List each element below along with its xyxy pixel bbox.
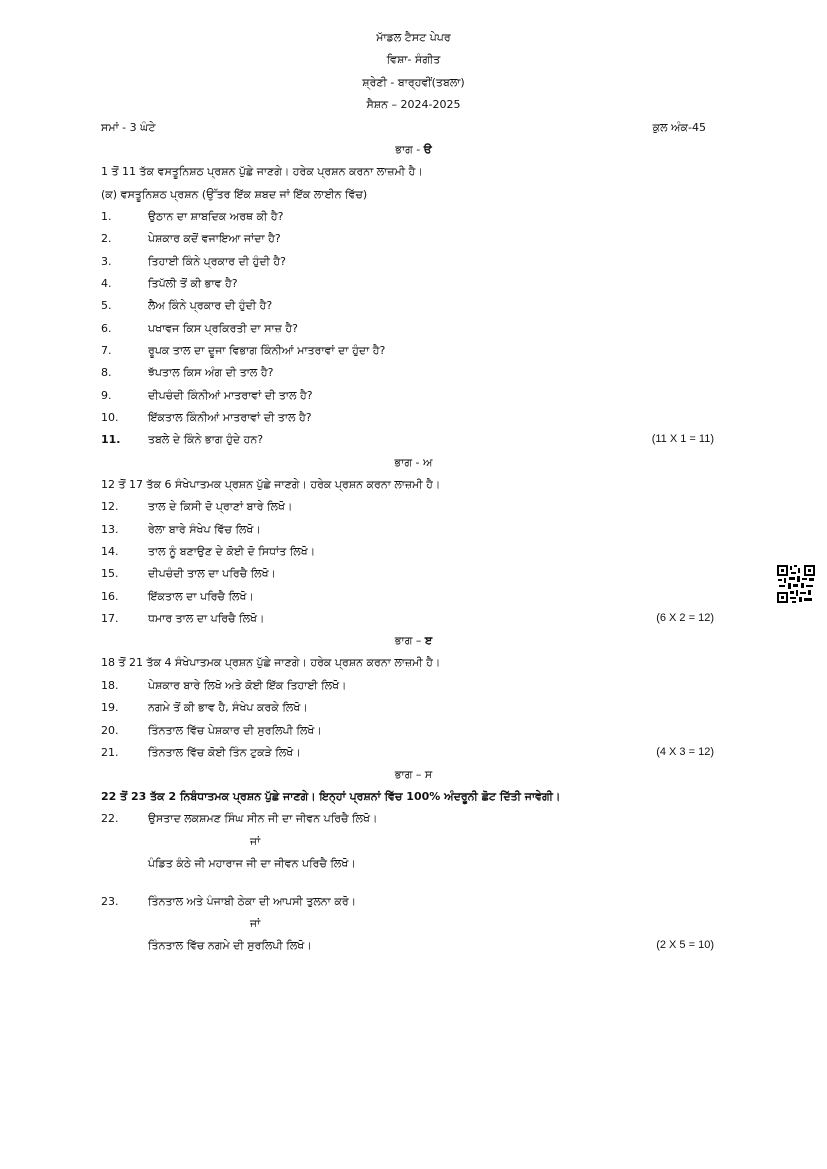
section-d-title: ਭਾਗ – ਸ <box>394 768 433 781</box>
question-number: 22. <box>101 812 119 825</box>
question-number: 5. <box>101 299 112 312</box>
section-a-title-prefix: ਭਾਗ - <box>395 143 424 156</box>
question-text: ਝੱਪਤਾਲ ਕਿਸ ਅੰਗ ਦੀ ਤਾਲ ਹੈ? <box>148 366 274 379</box>
question-text: ਪੇਸ਼ਕਾਰ ਬਾਰੇ ਲਿਖੋ ਅਤੇ ਕੋਈ ਇੱਕ ਤਿਹਾਈ ਲਿਖੋ। <box>148 679 347 692</box>
question-text: ਤਿੰਨਤਾਲ ਵਿੱਚ ਪੇਸ਼ਕਾਰ ਦੀ ਸੁਰਲਿਪੀ ਲਿਖੋ। <box>148 724 322 737</box>
question-number: 15. <box>101 567 119 580</box>
question-number: 4. <box>101 277 112 290</box>
question-text: ਪਖਾਵਜ ਕਿਸ ਪ੍ਰਕਿਰਤੀ ਦਾ ਸਾਜ਼ ਹੈ? <box>148 322 298 335</box>
question-number: 9. <box>101 389 112 402</box>
section-a-title-letter: ੳ <box>423 143 432 156</box>
question-text: ਇੱਕਤਾਲ ਦਾ ਪਰਿਚੈ ਲਿਖੋ। <box>148 590 254 603</box>
question-text: ਤਿੰਨਤਾਲ ਅਤੇ ਪੰਜਾਬੀ ਠੇਕਾ ਦੀ ਆਪਸੀ ਤੁਲਨਾ ਕਰੋ। <box>148 895 357 908</box>
question-text: ਤਿਹਾਈ ਕਿੰਨੇ ਪ੍ਰਕਾਰ ਦੀ ਹੁੰਦੀ ਹੈ? <box>148 255 287 268</box>
class-line: ਸ਼੍ਰੇਣੀ - ਬਾਰ੍ਹਵੀਂ(ਤਬਲਾ) <box>362 76 465 89</box>
section-d-instruction: 22 ਤੋਂ 23 ਤੱਕ 2 ਨਿਬੰਧਾਤਮਕ ਪ੍ਰਸ਼ਨ ਪੁੱਛੇ ਜਾਣਗੇ। ਇਨ੍ਹਾਂ ਪ੍ਰਸ਼ਨਾਂ ਵਿੱਚ 100% ਅੰਦਰੂਨੀ ਛੋਟ ਦਿੱਤੀ ਜਾਵੇਗੀ। <box>101 790 561 803</box>
section-d-marks: (2 X 5 = 10) <box>656 939 714 951</box>
qr-code-icon <box>776 564 816 604</box>
section-a-title <box>0 143 827 157</box>
section-c-title-letter: ੲ <box>424 634 433 647</box>
section-c-title-prefix: ਭਾਗ – <box>394 634 425 647</box>
time-allowed: ਸਮਾਂ - 3 ਘੰਟੇ <box>101 121 156 134</box>
question-text: ਦੀਪਚੰਦੀ ਤਾਲ ਦਾ ਪਰਿਚੈ ਲਿਖੋ। <box>148 567 276 580</box>
paper-title: ਮਾੱਡਲ ਟੈਸਟ ਪੇਪਰ <box>376 31 451 44</box>
question-number: 2. <box>101 232 112 245</box>
question-number: 10. <box>101 411 119 424</box>
question-text: ਧਮਾਰ ਤਾਲ ਦਾ ਪਰਿਚੈ ਲਿਖੋ। <box>148 612 265 625</box>
question-text: ਰੂਪਕ ਤਾਲ ਦਾ ਦੂਜਾ ਵਿਭਾਗ ਕਿੰਨੀਆਂ ਮਾਤਰਾਵਾਂ ਦਾ ਹੁੰਦਾ ਹੈ? <box>148 344 386 357</box>
section-b-instruction: 12 ਤੋਂ 17 ਤੱਕ 6 ਸੰਖੇਪਾਤਮਕ ਪ੍ਰਸ਼ਨ ਪੁੱਛੇ ਜਾਣਗੇ। ਹਰੇਕ ਪ੍ਰਸ਼ਨ ਕਰਨਾ ਲਾਜ਼ਮੀ ਹੈ। <box>101 478 441 491</box>
question-text: ਪੇਸ਼ਕਾਰ ਕਦੋਂ ਵਜਾਇਆ ਜਾਂਦਾ ਹੈ? <box>148 232 281 245</box>
question-text: ਤਾਲ ਦੇ ਕਿਸੀ ਦੋ ਪ੍ਰਾਣਾਂ ਬਾਰੇ ਲਿਖੋ। <box>148 500 293 513</box>
question-number: 11. <box>101 433 121 446</box>
question-text: ਨਗਮੇ ਤੋਂ ਕੀ ਭਾਵ ਹੈ, ਸੰਖੇਪ ਕਰਕੇ ਲਿਖੋ। <box>148 701 308 714</box>
question-number: 13. <box>101 523 119 536</box>
or-separator: ਜਾਂ <box>250 917 261 930</box>
question-text: ਤਬਲੇ ਦੇ ਕਿੰਨੇ ਭਾਗ ਹੁੰਦੇ ਹਨ? <box>148 433 264 446</box>
section-a-subheading: (ਕ) ਵਸਤੂਨਿਸ਼ਠ ਪ੍ਰਸ਼ਨ (ਉੱਤਰ ਇੱਕ ਸ਼ਬਦ ਜਾਂ ਇੱਕ ਲਾਈਨ ਵਿੱਚ) <box>101 188 368 201</box>
question-number: 21. <box>101 746 119 759</box>
section-a-marks: (11 X 1 = 11) <box>651 433 714 445</box>
section-c-title <box>0 634 827 648</box>
question-text: ਤਾਲ ਨੂੰ ਬਣਾਉਣ ਦੇ ਕੋਈ ਦੋ ਸਿਧਾਂਤ ਲਿਖੋ। <box>148 545 316 558</box>
or-separator: ਜਾਂ <box>250 835 261 848</box>
question-number: 19. <box>101 701 119 714</box>
question-text: ਦੀਪਚੰਦੀ ਕਿੰਨੀਆਂ ਮਾਤਰਾਵਾਂ ਦੀ ਤਾਲ ਹੈ? <box>148 389 313 402</box>
question-number: 20. <box>101 724 119 737</box>
section-b-title: ਭਾਗ - ਅ <box>394 456 433 469</box>
question-text: ਰੇਲਾ ਬਾਰੇ ਸੰਖੇਪ ਵਿੱਚ ਲਿਖੋ। <box>148 523 261 536</box>
question-text-alternate: ਤਿੰਨਤਾਲ ਵਿੱਚ ਨਗਮੇ ਦੀ ਸੁਰਲਿਪੀ ਲਿਖੋ। <box>148 939 312 952</box>
section-a-instruction: 1 ਤੋਂ 11 ਤੱਕ ਵਸਤੂਨਿਸ਼ਠ ਪ੍ਰਸ਼ਨ ਪੁੱਛੇ ਜਾਣਗੇ। ਹਰੇਕ ਪ੍ਰਸ਼ਨ ਕਰਨਾ ਲਾਜ਼ਮੀ ਹੈ। <box>101 165 423 178</box>
question-number: 14. <box>101 545 119 558</box>
question-number: 7. <box>101 344 112 357</box>
section-b-marks: (6 X 2 = 12) <box>656 612 714 624</box>
question-number: 3. <box>101 255 112 268</box>
question-number: 1. <box>101 210 112 223</box>
question-number: 6. <box>101 322 112 335</box>
question-number: 17. <box>101 612 119 625</box>
subject-line: ਵਿਸ਼ਾ- ਸੰਗੀਤ <box>386 53 441 66</box>
question-number: 12. <box>101 500 119 513</box>
session-line: ਸੈਸ਼ਨ – 2024-2025 <box>366 98 461 111</box>
question-number: 18. <box>101 679 119 692</box>
section-c-marks: (4 X 3 = 12) <box>656 746 714 758</box>
question-number: 8. <box>101 366 112 379</box>
question-text-alternate: ਪੰਡਿਤ ਕੰਠੇ ਜੀ ਮਹਾਰਾਜ ਜੀ ਦਾ ਜੀਵਨ ਪਰਿਚੈ ਲਿਖੋ। <box>148 857 356 870</box>
question-number: 16. <box>101 590 119 603</box>
section-c-instruction: 18 ਤੋਂ 21 ਤੱਕ 4 ਸੰਖੇਪਾਤਮਕ ਪ੍ਰਸ਼ਨ ਪੁੱਛੇ ਜਾਣਗੇ। ਹਰੇਕ ਪ੍ਰਸ਼ਨ ਕਰਨਾ ਲਾਜ਼ਮੀ ਹੈ। <box>101 656 441 669</box>
question-text: ਉਸਤਾਦ ਲਕਸ਼ਮਣ ਸਿੰਘ ਸੀਨ ਜੀ ਦਾ ਜੀਵਨ ਪਰਿਚੈ ਲਿਖੋ। <box>148 812 378 825</box>
question-text: ਉਠਾਨ ਦਾ ਸ਼ਾਬਦਿਕ ਅਰਥ ਕੀ ਹੈ? <box>148 210 284 223</box>
question-text: ਤਿਪੱਲੀ ਤੋਂ ਕੀ ਭਾਵ ਹੈ? <box>148 277 238 290</box>
question-text: ਲੈਅ ਕਿੰਨੇ ਪ੍ਰਕਾਰ ਦੀ ਹੁੰਦੀ ਹੈ? <box>148 299 273 312</box>
total-marks: ਕੁਲ ਅੰਕ-45 <box>652 121 706 134</box>
question-number: 23. <box>101 895 119 908</box>
question-text: ਤਿੰਨਤਾਲ ਵਿੱਚ ਕੋਈ ਤਿੰਨ ਟੁਕੜੇ ਲਿਖੋ। <box>148 746 301 759</box>
question-text: ਇੱਕਤਾਲ ਕਿੰਨੀਆਂ ਮਾਤਰਾਵਾਂ ਦੀ ਤਾਲ ਹੈ? <box>148 411 312 424</box>
